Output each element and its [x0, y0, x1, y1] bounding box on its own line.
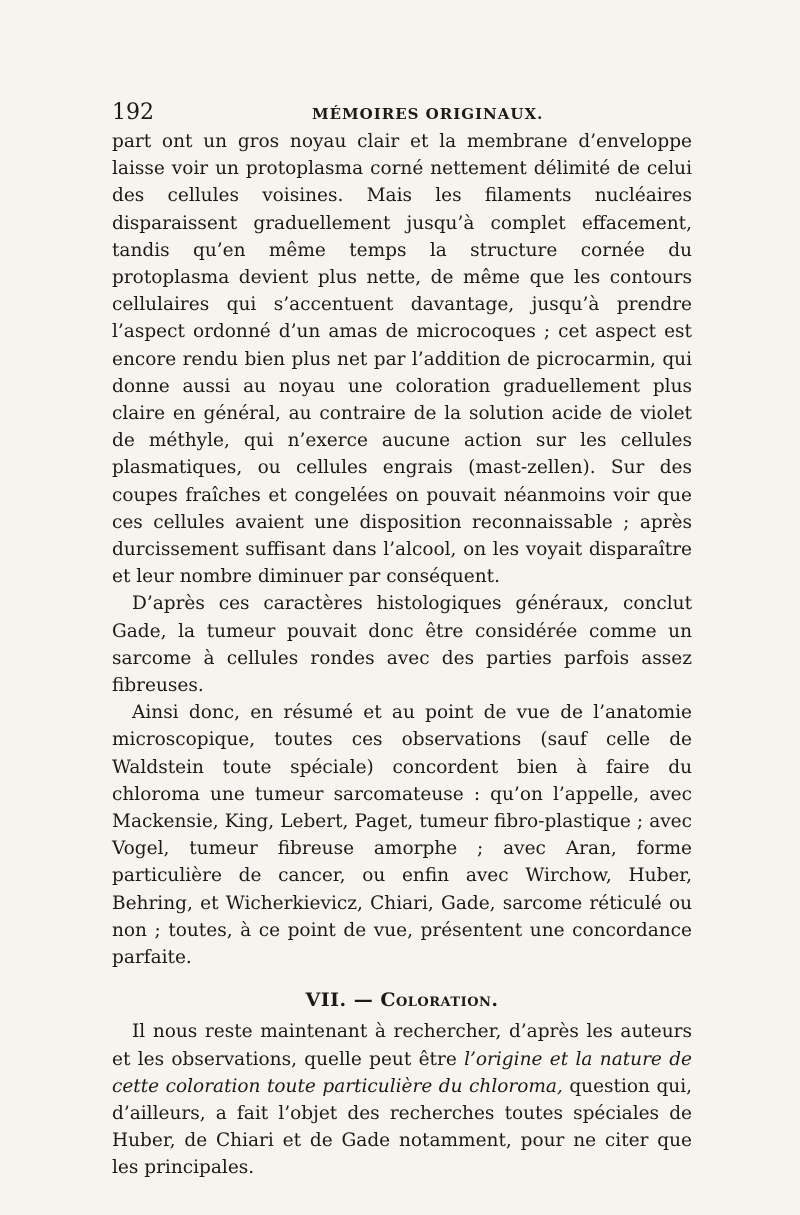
page-number: 192	[112, 100, 154, 125]
paragraph-4	[112, 1018, 692, 1181]
running-header	[112, 98, 692, 128]
running-title: MÉMOIRES ORIGINAUX.	[312, 105, 544, 123]
paragraph-3: Ainsi donc, en résumé et au point de vue de l’anatomie microscopique, toutes ces observations (sauf celle de Waldstein toute spéciale) concordent bien à faire du chloroma une tumeur sarcomateuse : qu’on l’appelle, avec Mackensie, King, Lebert, Paget, tumeur fibro-plastique ; avec Vogel, tumeur fibreuse amorphe ; avec Aran, forme particulière de cancer, ou enfin avec Wirchow, Huber, Behring, et Wicherkievicz, Chiari, Gade, sarcome réticulé ou non ; toutes, à ce point de vue, présentent une concordance parfaite.	[112, 702, 692, 969]
paragraph-2: D’après ces caractères histologiques généraux, conclut Gade, la tumeur pouvait donc être considérée comme un sarcome à cellules rondes avec des parties parfois assez fibreuses.	[112, 593, 692, 697]
main-text	[112, 128, 692, 1182]
paragraph-4-text-end: question qui, d’ailleurs, a fait l’objet des recherches toutes spéciales de Huber, de Chiari et de Gade notamment, pour ne citer que les principales.	[112, 1075, 693, 1179]
section-heading: VII. — Coloration.	[305, 989, 499, 1012]
paragraph-4-emphasis: l’origine et la nature de cette coloration toute particulière du chloroma,	[112, 1048, 692, 1097]
paragraph-4-text-start: Il nous reste maintenant à rechercher, d’après les auteurs et les observations, quelle peut être	[112, 1021, 692, 1070]
paragraph-1: part ont un gros noyau clair et la membrane d’enveloppe laisse voir un protoplasma corné nettement délimité de celui des cellules voisines. Mais les filaments nucléaires disparaissent graduellement jusqu’à complet effacement, tandis qu’en même temps la structure cornée du protoplasma devient plus nette, de même que les contours cellulaires qui s’accentuent davantage, jusqu’à prendre l’aspect ordonné d’un amas de microcoques ; cet aspect est encore rendu bien plus net par l’addition de picrocarmin, qui donne aussi au noyau une coloration graduellement plus claire en général, au contraire de la solution acide de violet de méthyle, qui n’exerce aucune action sur les cellules plasmatiques, ou cellules engrais (mast-zellen). Sur des coupes fraîches et congelées on pouvait néanmoins voir que ces cellules avaient une disposition reconnaissable ; après durcissement suffisant dans l’alcool, on les voyait disparaître et leur nombre diminuer par conséquent.	[112, 131, 692, 588]
